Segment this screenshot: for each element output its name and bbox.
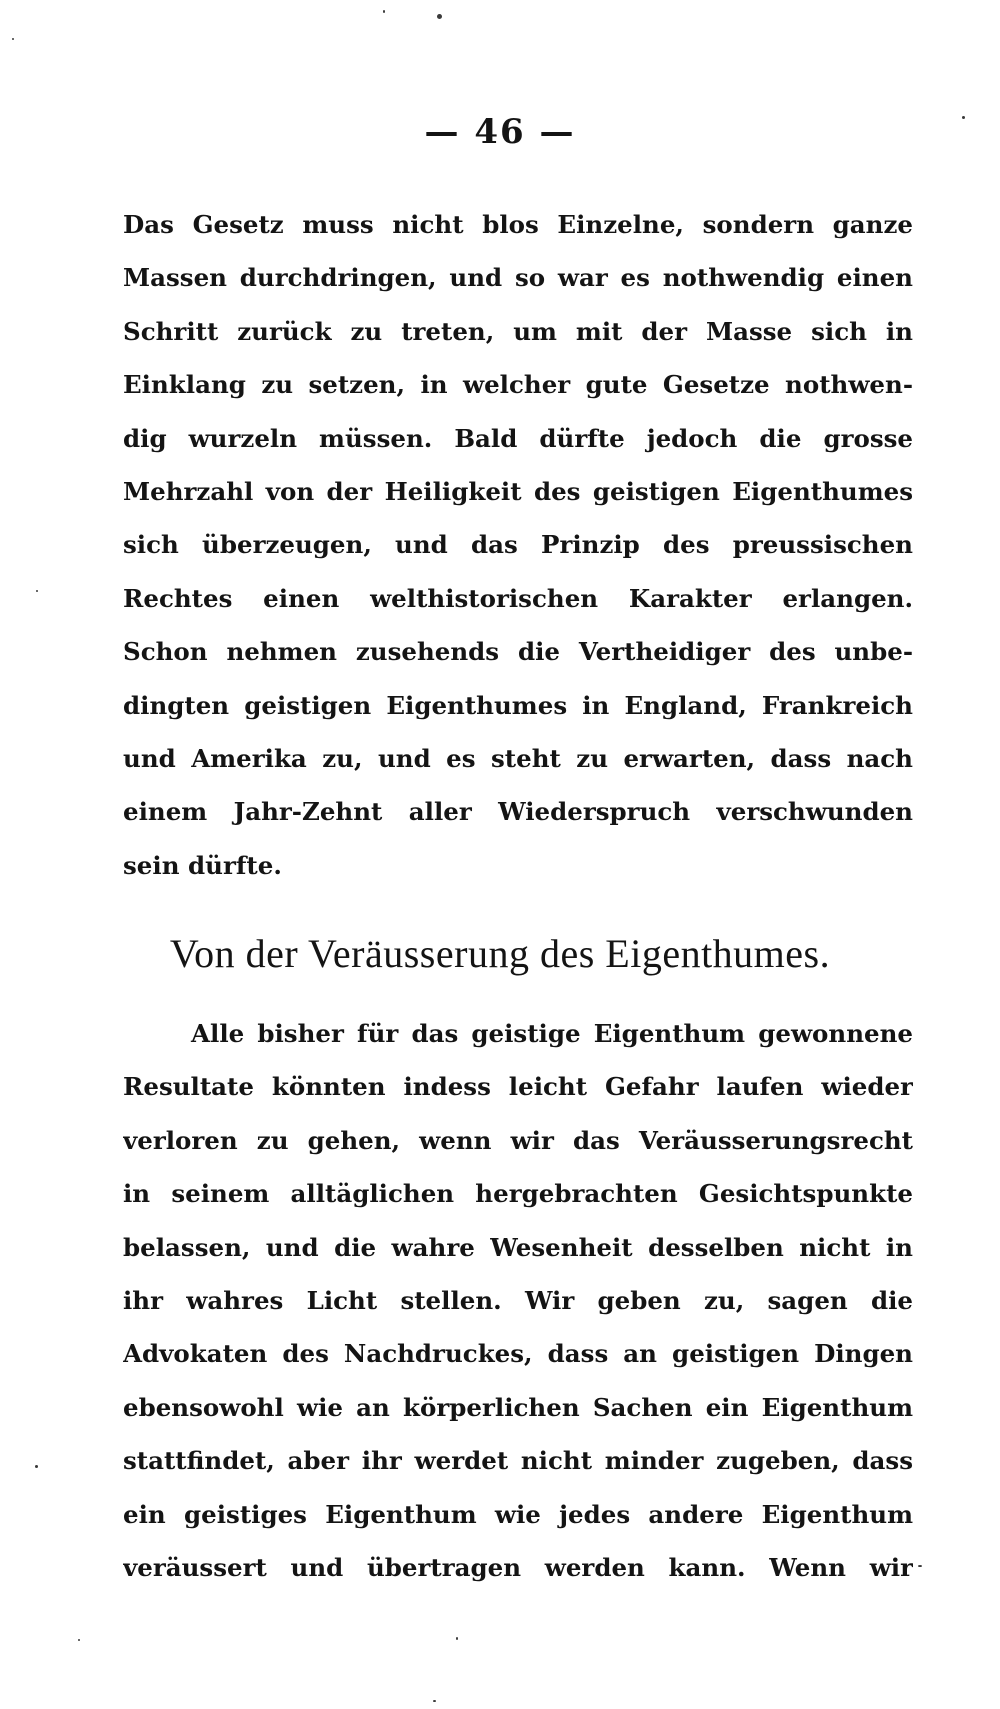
text-line: verloren zu gehen, wenn wir das Veräusserungsrecht <box>123 1125 913 1155</box>
scan-speck <box>962 116 965 119</box>
scan-speck <box>35 1465 38 1468</box>
scan-speck <box>437 14 442 19</box>
text-line: dingten geistigen Eigenthumes in England, Frankreich <box>123 690 913 720</box>
scan-speck <box>433 1700 436 1702</box>
text-line: ebensowohl wie an körperlichen Sachen ein Eigenthum <box>123 1392 913 1422</box>
scan-speck <box>78 1639 80 1641</box>
text-line: Resultate könnten indess leicht Gefahr laufen wieder <box>123 1072 913 1102</box>
text-line: Rechtes einen welthistorischen Karakter erlangen. <box>123 583 913 613</box>
text-line: Einklang zu setzen, in welcher gute Gesetze nothwen- <box>123 370 913 400</box>
text-line: ein geistiges Eigenthum wie jedes andere Eigenthum <box>123 1499 913 1529</box>
paragraph-1 <box>123 198 913 892</box>
scan-speck <box>12 38 14 40</box>
text-line: Das Gesetz muss nicht blos Einzelne, sondern ganze <box>123 210 913 239</box>
text-line: in seinem alltäglichen hergebrachten Gesichtspunkte <box>123 1179 913 1209</box>
text-line: ihr wahres Licht stellen. Wir geben zu, sagen die <box>123 1285 913 1315</box>
text-line: und Amerika zu, und es steht zu erwarten, dass nach <box>123 743 913 773</box>
text-line: veräussert und übertragen werden kann. Wenn wir <box>123 1552 913 1582</box>
scan-speck <box>918 1565 922 1567</box>
text-line: einem Jahr-Zehnt aller Wiederspruch verschwunden <box>123 797 913 827</box>
text-line: Advokaten des Nachdruckes, dass an geistigen Dingen <box>123 1339 913 1369</box>
text-line: stattfindet, aber ihr werdet nicht minder zugeben, dass <box>123 1446 913 1476</box>
paragraph-2 <box>123 1007 913 1594</box>
text-line: Schon nehmen zusehends die Vertheidiger des unbe- <box>123 637 913 667</box>
section-heading: Von der Veräusserung des Eigenthumes. <box>169 931 831 976</box>
text-line: sein dürfte. <box>123 850 282 880</box>
scan-speck <box>36 590 38 592</box>
page-number: — 46 — <box>424 112 576 152</box>
text-line: Mehrzahl von der Heiligkeit des geistigen Eigenthumes <box>123 476 913 506</box>
text-line: sich überzeugen, und das Prinzip des preussischen <box>123 530 913 560</box>
text-line: dig wurzeln müssen. Bald dürfte jedoch die grosse <box>123 423 913 453</box>
scan-speck <box>383 10 385 13</box>
text-line: Alle bisher für das geistige Eigenthum gewonnene <box>191 1019 913 1048</box>
text-line: belassen, und die wahre Wesenheit desselben nicht in <box>123 1232 913 1262</box>
text-line: Massen durchdringen, und so war es nothwendig einen <box>123 263 913 293</box>
text-line: Schritt zurück zu treten, um mit der Masse sich in <box>123 316 913 346</box>
scan-speck <box>456 1637 458 1640</box>
